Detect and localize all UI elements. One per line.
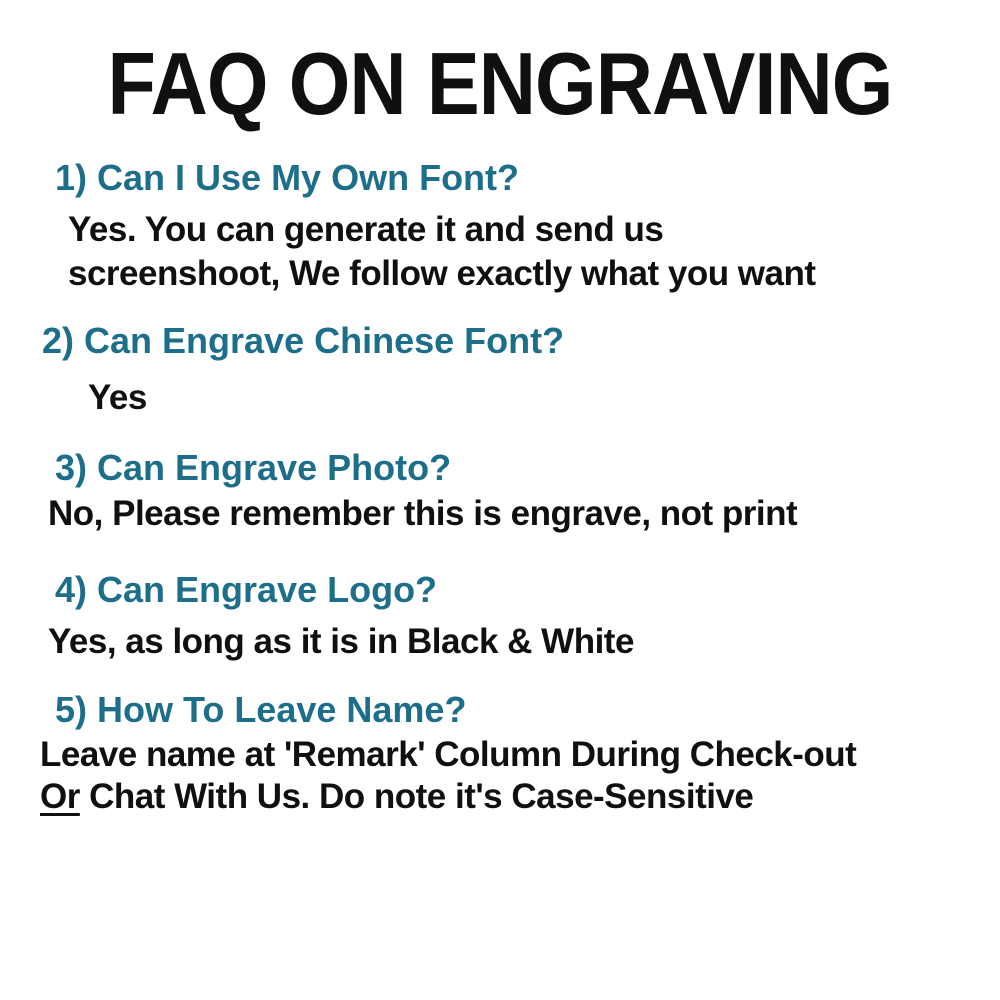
answer-line <box>40 776 856 818</box>
faq-question-4: 4) Can Engrave Logo? <box>55 569 438 610</box>
faq-answer-1 <box>68 208 816 296</box>
answer-line: No, Please remember this is engrave, not print <box>48 494 798 533</box>
faq-question-1: 1) Can I Use My Own Font? <box>55 157 520 198</box>
underlined-word: Or <box>40 777 80 816</box>
faq-answer-5 <box>40 734 856 818</box>
faq-answer-2 <box>88 376 147 420</box>
faq-question-3: 3) Can Engrave Photo? <box>55 447 452 488</box>
faq-question-5: 5) How To Leave Name? <box>55 689 467 730</box>
answer-line: screenshoot, We follow exactly what you want <box>68 254 816 293</box>
answer-line: Yes <box>88 378 147 417</box>
answer-line-rest: Chat With Us. Do note it's Case-Sensitive <box>79 777 754 816</box>
page-title: FAQ ON ENGRAVING <box>107 34 893 133</box>
faq-answer-3 <box>48 492 797 536</box>
faq-answer-4 <box>48 620 634 664</box>
answer-line: Yes, as long as it is in Black & White <box>48 622 634 661</box>
faq-question-2: 2) Can Engrave Chinese Font? <box>42 320 565 361</box>
answer-line: Yes. You can generate it and send us <box>68 210 664 249</box>
answer-line: Leave name at 'Remark' Column During Check-out <box>40 735 857 774</box>
